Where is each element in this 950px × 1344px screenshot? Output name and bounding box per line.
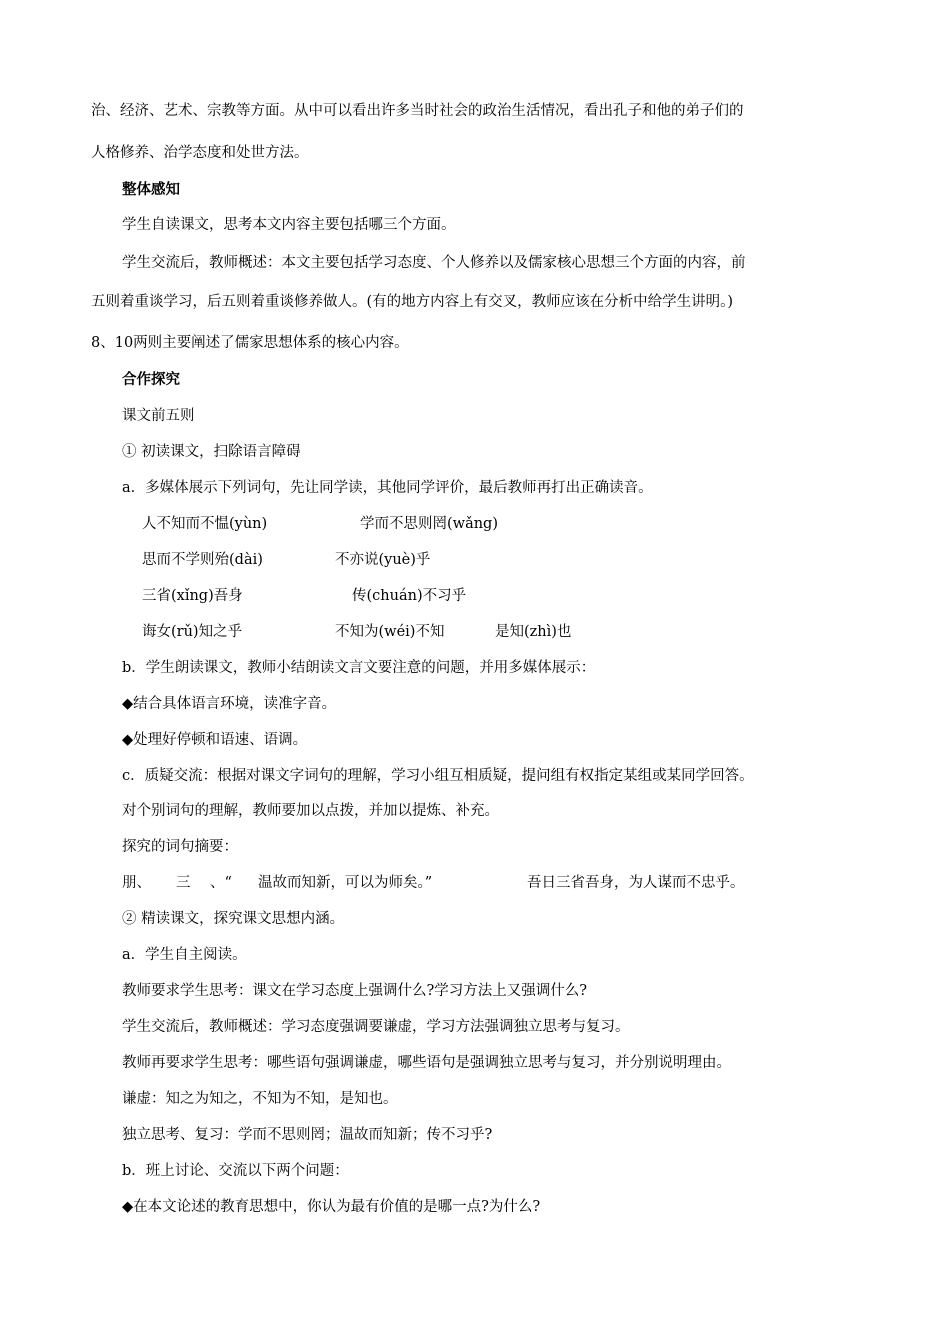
- pinyin-item: 不知为(wéi)不知: [335, 624, 445, 640]
- paragraph-line: 8、10两则主要阐述了儒家思想体系的核心内容。: [91, 335, 409, 351]
- paragraph-line: a．多媒体展示下列词句，先让同学读，其他同学评价，最后教师再打出正确读音。: [122, 480, 653, 496]
- excerpt-item: 、“: [210, 875, 232, 891]
- paragraph-line: 学生自读课文，思考本文内容主要包括哪三个方面。: [122, 217, 456, 233]
- paragraph-line: 谦虚：知之为知之，不知为不知，是知也。: [122, 1091, 398, 1107]
- paragraph-line: 治、经济、艺术、宗教等方面。从中可以看出许多当时社会的政治生活情况，看出孔子和他的弟子们的: [91, 103, 744, 119]
- paragraph-line: 探究的词句摘要：: [122, 839, 238, 855]
- paragraph-line: 独立思考、复习：学而不思则罔；温故而知新；传不习乎?: [122, 1127, 493, 1143]
- pinyin-item: 思而不学则殆(dài): [142, 552, 263, 568]
- pinyin-item: 人不知而不愠(yùn): [142, 516, 268, 532]
- paragraph-line: ② 精读课文，探究课文思想内涵。: [122, 911, 345, 927]
- paragraph-line: 教师要求学生思考：课文在学习态度上强调什么?学习方法上又强调什么?: [122, 983, 588, 999]
- pinyin-item: 是知(zhì)也: [495, 624, 572, 640]
- excerpt-item: 朋、: [122, 875, 151, 891]
- paragraph-line: ① 初读课文，扫除语言障碍: [122, 444, 301, 460]
- pinyin-item: 诲女(rǔ)知之乎: [142, 624, 243, 640]
- paragraph-line: 人格修养、治学态度和处世方法。: [91, 145, 309, 161]
- paragraph-line: 对个别词句的理解，教师要加以点拨，并加以提炼、补充。: [122, 803, 499, 819]
- paragraph-line: 学生交流后，教师概述：本文主要包括学习态度、个人修养以及儒家核心思想三个方面的内容，前: [122, 255, 746, 271]
- bullet-item: ◆在本文论述的教育思想中，你认为最有价值的是哪一点?为什么?: [122, 1199, 541, 1215]
- section-heading-overall: 整体感知: [122, 182, 180, 198]
- pinyin-item: 不亦说(yuè)乎: [335, 552, 431, 568]
- paragraph-line: a．学生自主阅读。: [122, 947, 247, 963]
- pinyin-item: 学而不思则罔(wǎng): [360, 516, 498, 532]
- section-heading-cooperation: 合作探究: [122, 372, 180, 388]
- excerpt-item: 吾日三省吾身，为人谋而不忠乎。: [527, 875, 745, 891]
- excerpt-item: 三: [176, 875, 191, 891]
- paragraph-line: 课文前五则: [122, 408, 195, 424]
- pinyin-item: 三省(xǐng)吾身: [142, 588, 243, 604]
- paragraph-line: c．质疑交流：根据对课文字词句的理解，学习小组互相质疑，提问组有权指定某组或某同学回答。: [122, 768, 754, 784]
- bullet-item: ◆结合具体语言环境，读准字音。: [122, 696, 337, 712]
- excerpt-item: 温故而知新，可以为师矣。”: [258, 875, 433, 891]
- paragraph-line: 学生交流后，教师概述：学习态度强调要谦虚，学习方法强调独立思考与复习。: [122, 1019, 630, 1035]
- paragraph-line: 五则着重谈学习，后五则着重谈修养做人。(有的地方内容上有交叉，教师应该在分析中给学生讲明。): [91, 294, 734, 310]
- pinyin-item: 传(chuán)不习乎: [352, 588, 467, 604]
- paragraph-line: b．班上讨论、交流以下两个问题：: [122, 1163, 349, 1179]
- paragraph-line: b．学生朗读课文，教师小结朗读文言文要注意的问题，并用多媒体展示：: [122, 660, 596, 676]
- bullet-item: ◆处理好停顿和语速、语调。: [122, 732, 308, 748]
- paragraph-line: 教师再要求学生思考：哪些语句强调谦虚，哪些语句是强调独立思考与复习，并分别说明理由。: [122, 1055, 731, 1071]
